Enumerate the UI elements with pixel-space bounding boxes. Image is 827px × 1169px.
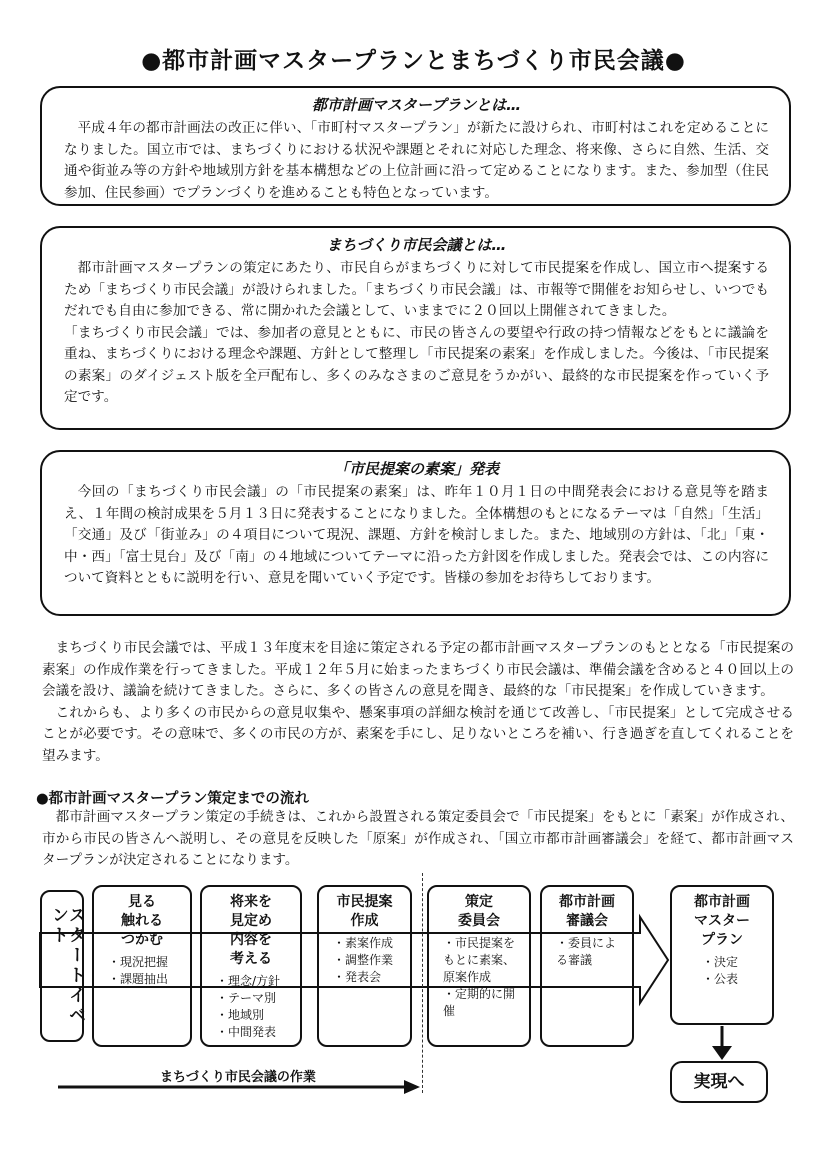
intro-paragraph: まちづくり市民会議では、平成１３年度末を目途に策定される予定の都市計画マスタープランのもととなる「市民提案の素案」の作成作業を行ってきました。平成１２年５月に始まったまちづくり市民会議は、準備会議を含めると４０回以上の会議を設け、議論を続けてきました。さらに、多くの皆さんの意見を聞き、最終的な「市民提案」を作成していきます。 [42,640,794,699]
down-arrow-head [712,1046,732,1060]
box-text: 「まちづくり市民会議」では、参加者の意見とともに、市民の皆さんの要望や行政の持つ情報などをもとに議論を重ね、まちづくりにおける理念や課題、方針として整理し「市民提案の素案」を作成しました。今後は、「市民提案の素案」のダイジェスト版を全戸配布し、多くのみなさまのご意見をうかがい、最終的な市民提案を作っていく予定です。 [64,324,769,405]
flow-step-item: ・ 発表会 [333,969,406,986]
flow-step [92,885,192,1047]
flow-step-item: ・ 決定 [702,954,768,971]
flow-step-title: 見る 触れる つかむ [121,894,163,948]
flow-step [317,885,412,1047]
box-text: 今回の「まちづくり市民会議」の「市民提案の素案」は、昨年１０月１日の中間発表会における意見等を踏まえ、１年間の検討成果を５月１３日に発表することになりました。全体構想のもとになるテーマは「自然」「生活」「交通」及び「街並み」の４項目について現況、課題、方針を検討しました。また、地域別の方針は、「北」「東・中・西」「富士見台」及び「南」の４地域についてテーマに沿った方針図を作成しました。発表会では、この内容について資料とともに説明を行い、意見を聞いていく予定です。皆様の参加をお待ちしております。 [64,484,769,586]
flow-step-item: ・ 地域別 [216,1007,296,1024]
flow-heading: ●都市計画マスタープラン策定までの流れ [36,791,309,807]
flow-step-item: ・ 公表 [702,971,768,988]
flow-step-item: ・ 現況把握 [108,954,186,971]
flow-step-item: ・ 委員による審議 [556,935,628,969]
goal-box: 実現へ [670,1061,768,1103]
flow-step-title: 市民提案 作成 [336,894,393,929]
flow-step-final [670,885,774,1025]
flow-step-title: 都市計画 審議会 [559,894,615,929]
box-heading: 「市民提案の素案」発表 [333,460,499,478]
flow-step-item: ・ 調整作業 [333,952,406,969]
flow-step-title: 策定 委員会 [458,894,500,929]
flow-step-title: 将来を 見定め 内容を 考える [230,894,272,967]
box-text: 平成４年の都市計画法の改正に伴い、「市町村マスタープラン」が新たに設けられ、市町村はこれを定めることになりました。国立市では、まちづくりにおける状況や課題とそれに対応した理念、将来像、さらに自然、生活、交通や街並み等の方針や地域別方針を基本構想などの上位計画に沿って定めることになります。また、参加型（住民参加、住民参画）でプランづくりを進めることも特色となっています。 [64,120,769,201]
flow-step-item: ・ テーマ別 [216,990,296,1007]
box-heading: まちづくり市民会議とは… [326,236,507,254]
flow-step [540,885,634,1047]
start-event-box [40,890,84,1042]
intro-paragraph: これからも、より多くの市民からの意見収集や、懸案事項の詳細な検討を通じて改善し、「市民提案」として完成させることが必要です。その意味で、多くの市民の方が、素案を手にし、足りないところを補い、行き過ぎを直してくれることを望みます。 [42,704,794,764]
phase-divider [422,873,423,1093]
flow-step-item: ・ 定期的に開催 [443,986,525,1020]
start-event-label: スタートイベント [48,906,85,1026]
flow-step [427,885,531,1047]
box-text: 都市計画マスタープランの策定にあたり、市民自らがまちづくりに対して市民提案を作成し、国立市へ提案するため「まちづくり市民会議」が設けられました。「まちづくり市民会議」は、市報等で開催をお知らせし、いつでもだれでも自由に参加できる、常に開かれた会議として、いままでに２０回以上開催されてきました。 [64,260,769,319]
flow-step-item: ・ 市民提案をもとに素案、原案作成 [443,935,525,986]
page-title: ●都市計画マスタープランとまちづくり市民会議● [141,48,686,74]
flow-step-item: ・ 素案作成 [333,935,406,952]
flow-step-title: 都市計画 マスター プラン [694,894,750,948]
work-arrow-label: まちづくり市民会議の作業 [160,1070,316,1085]
flow-step-item: ・ 課題抽出 [108,971,186,988]
flow-step [200,885,302,1047]
flow-description-text: 都市計画マスタープラン策定の手続きは、これから設置される策定委員会で「市民提案」をもとに「素案」が作成され、市から市民の皆さんへ説明し、その意見を反映した「原案」が作成され、「国立市都市計画審議会」を経て、都市計画マスタープランが決定されることになります。 [42,809,794,868]
flow-step-item: ・ 中間発表 [216,1024,296,1041]
box-heading: 都市計画マスタープランとは… [311,96,522,114]
work-arrow-head [404,1080,420,1094]
flow-step-item: ・ 理念/方針 [216,973,296,990]
